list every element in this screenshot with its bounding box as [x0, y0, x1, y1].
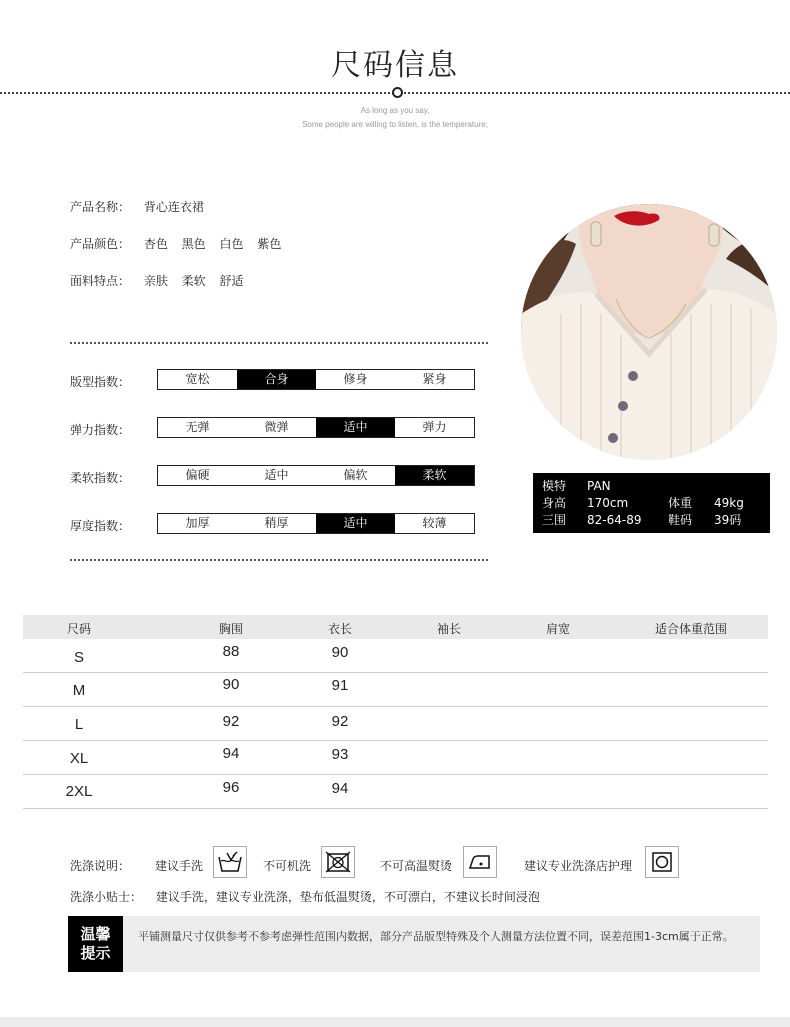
index-option: 适中: [264, 468, 289, 482]
product-name-label: 产品名称：: [70, 200, 131, 214]
index-option: 较薄: [422, 516, 447, 530]
index-option-selected: 适中: [316, 514, 395, 533]
column-header: 胸围: [218, 622, 244, 636]
index-option: 偏硬: [185, 468, 210, 482]
model-row: [542, 478, 770, 495]
fabric-feature-label: 面料特点：: [70, 274, 131, 288]
wash-item-label: 不可高温熨烫: [380, 859, 453, 873]
elasticity-index-label: 弹力指数：: [70, 423, 131, 437]
model-label: 模特: [542, 479, 567, 493]
table-row: [23, 775, 768, 809]
thickness-index-scale: [157, 513, 475, 534]
chest-cell: 90: [222, 676, 240, 693]
notice-badge-line: 温馨: [80, 925, 111, 943]
title-divider-dot: [392, 87, 403, 98]
wash-label: 洗涤说明：: [70, 859, 131, 873]
index-option-selected: 适中: [316, 418, 395, 437]
subtitle-line-1: As long as you say,: [360, 106, 430, 115]
length-cell: 91: [331, 677, 349, 694]
model-photo: [521, 204, 777, 460]
column-header: 适合体重范围: [654, 622, 728, 636]
model-value: PAN: [587, 479, 611, 493]
notice-badge-line: 提示: [80, 944, 111, 962]
index-option: 紧身: [422, 372, 447, 386]
no-machine-wash-icon: [321, 846, 355, 878]
dry-clean-icon: [645, 846, 679, 878]
index-option: 稍厚: [264, 516, 289, 530]
shoe-size-label: 鞋码: [668, 513, 693, 527]
fabric-feature-row: [70, 272, 254, 289]
index-option: 加厚: [185, 516, 210, 530]
color-value: 黑色: [181, 237, 206, 251]
section-divider: [70, 559, 488, 561]
table-row: [23, 741, 768, 775]
column-header: 衣长: [327, 622, 353, 636]
model-photo-illustration: [521, 204, 777, 460]
product-name-value: 背心连衣裙: [143, 200, 204, 214]
table-row: [23, 673, 768, 707]
index-option-selected: 合身: [237, 370, 316, 389]
index-option: 无弹: [185, 420, 210, 434]
page-title: 尺码信息: [331, 48, 459, 83]
chest-cell: 96: [222, 779, 240, 796]
elasticity-index-scale: [157, 417, 475, 438]
index-option: 偏软: [343, 468, 368, 482]
wash-item-label: 建议专业洗涤店护理: [524, 859, 633, 873]
fit-index-label: 版型指数：: [70, 375, 131, 389]
table-row: [23, 707, 768, 741]
column-header: 肩宽: [545, 622, 571, 636]
subtitle-line-2: Some people are willing to listen, is the temperature;: [302, 120, 488, 129]
product-color-row: [70, 235, 291, 252]
length-cell: 92: [331, 713, 349, 730]
size-cell: S: [73, 649, 85, 666]
color-value: 白色: [219, 237, 244, 251]
softness-index-label: 柔软指数：: [70, 471, 131, 485]
wash-instructions: [70, 846, 770, 880]
table-row: [23, 639, 768, 673]
size-cell: L: [74, 716, 84, 733]
shoe-size-value: 39码: [714, 513, 742, 527]
size-table-header: [23, 615, 768, 639]
wash-item-label: 建议手洗: [155, 859, 204, 873]
height-value: 170cm: [587, 496, 629, 510]
size-cell: 2XL: [65, 783, 93, 800]
index-option-selected: 柔软: [395, 466, 474, 485]
index-option: 微弹: [264, 420, 289, 434]
hand-wash-icon: [213, 846, 247, 878]
model-row: [542, 495, 770, 512]
notice-badge: [68, 916, 123, 972]
tips-text: 建议手洗，建议专业洗涤，垫布低温熨烫，不可漂白，不建议长时间浸泡: [155, 890, 540, 904]
color-value: 杏色: [143, 237, 168, 251]
measurements-label: 三围: [542, 513, 567, 527]
model-row: [542, 512, 770, 529]
tips-label: 洗涤小贴士：: [70, 890, 143, 904]
model-info-box: [533, 473, 770, 533]
product-name-row: [70, 198, 214, 215]
warm-notice: [68, 916, 760, 972]
height-label: 身高: [542, 496, 567, 510]
column-header: 尺码: [66, 622, 92, 636]
bottom-band: [0, 1017, 790, 1027]
length-cell: 93: [331, 746, 349, 763]
chest-cell: 92: [222, 713, 240, 730]
chest-cell: 88: [222, 643, 240, 660]
fabric-feature-value: 柔软: [181, 274, 206, 288]
thickness-index-label: 厚度指数：: [70, 519, 131, 533]
index-option: 宽松: [185, 372, 210, 386]
wash-item-label: 不可机洗: [263, 859, 312, 873]
measurements-value: 82-64-89: [587, 513, 642, 527]
fit-index-scale: [157, 369, 475, 390]
fabric-feature-value: 舒适: [219, 274, 244, 288]
length-cell: 90: [331, 644, 349, 661]
product-color-label: 产品颜色：: [70, 237, 131, 251]
chest-cell: 94: [222, 745, 240, 762]
weight-label: 体重: [668, 496, 693, 510]
color-value: 紫色: [257, 237, 282, 251]
index-option: 修身: [343, 372, 368, 386]
wash-tips: [70, 888, 540, 905]
index-option: 弹力: [422, 420, 447, 434]
low-iron-icon: [463, 846, 497, 878]
section-divider: [70, 342, 488, 344]
size-cell: M: [72, 682, 86, 699]
weight-value: 49kg: [714, 496, 744, 510]
length-cell: 94: [331, 780, 349, 797]
softness-index-scale: [157, 465, 475, 486]
notice-text: 平铺测量尺寸仅供参考不参考虑弹性范围内数据，部分产品版型特殊及个人测量方法位置不同，误差范围1-3cm属于正常。: [138, 930, 734, 943]
fabric-feature-value: 亲肤: [143, 274, 168, 288]
size-cell: XL: [69, 750, 89, 767]
column-header: 袖长: [436, 622, 462, 636]
